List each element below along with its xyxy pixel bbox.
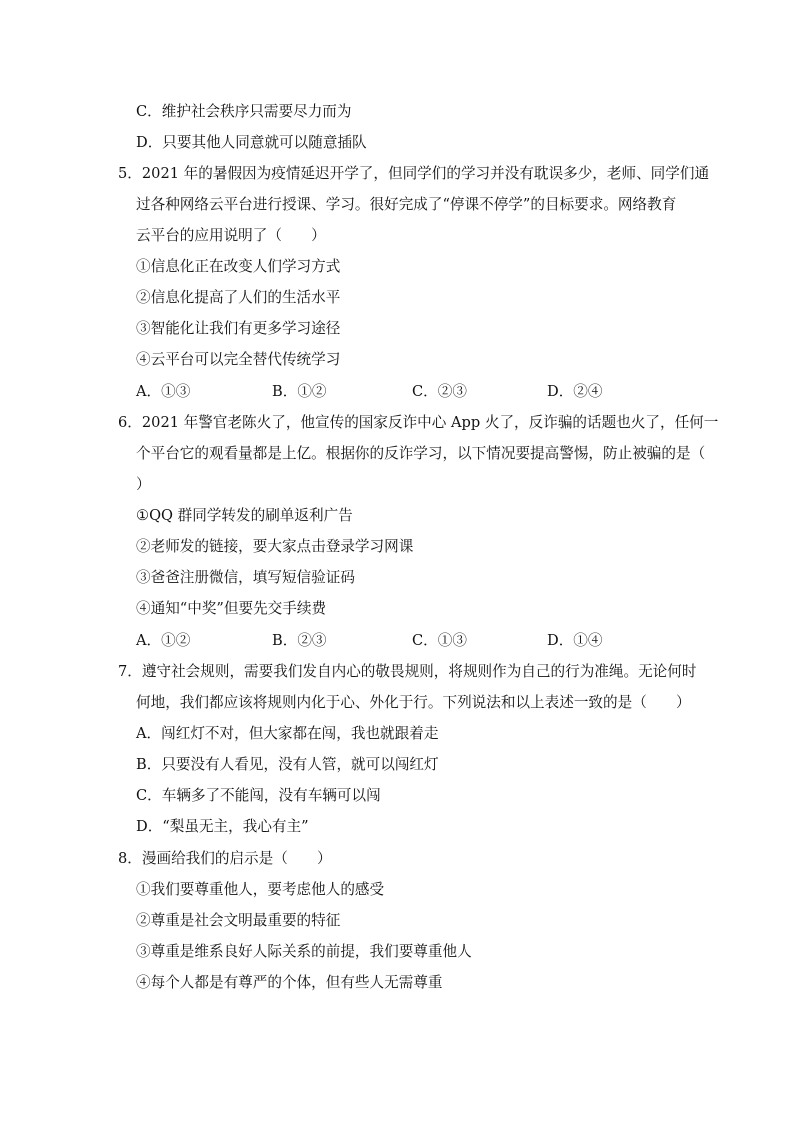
q5-option-d: D．②④ [547, 383, 603, 400]
q7-stem-line-2: 何地，我们都应该将规则内化于心、外化于行。下列说法和以上表述一致的是（ ） [136, 694, 691, 711]
q6-option-a: A．①② [136, 632, 191, 649]
q5-stem-line-1: 5．2021 年的暑假因为疫情延迟开学了，但同学们的学习并没有耽误多少，老师、同学们通 [118, 165, 710, 182]
q8-item-3: ③尊重是维系良好人际关系的前提，我们要尊重他人 [136, 943, 472, 960]
q4-choice-d: D．只要其他人同意就可以随意插队 [136, 134, 367, 151]
q5-option-b: B．①② [272, 383, 327, 400]
q6-option-d: D．①④ [547, 632, 603, 649]
q5-option-c: C．②③ [412, 383, 467, 400]
q5-item-2: ②信息化提高了人们的生活水平 [136, 289, 341, 306]
q8-item-4: ④每个人都是有尊严的个体，但有些人无需尊重 [136, 974, 443, 991]
q5-stem-line-2: 过各种网络云平台进行授课、学习。很好完成了“停课不停学”的目标要求。网络教育 [136, 196, 677, 213]
q6-option-c: C．①③ [412, 632, 467, 649]
q7-stem-line-1: 7．遵守社会规则，需要我们发自内心的敬畏规则，将规则作为自己的行为准绳。无论何时 [118, 663, 697, 680]
q5-option-a: A．①③ [136, 383, 191, 400]
q8-item-1: ①我们要尊重他人，要考虑他人的感受 [136, 881, 385, 898]
q6-item-1: ①QQ 群同学转发的刷单返利广告 [136, 507, 353, 524]
q6-option-b: B．②③ [272, 632, 327, 649]
q5-item-3: ③智能化让我们有更多学习途径 [136, 320, 341, 337]
q7-choice-b: B．只要没有人看见，没有人管，就可以闯红灯 [136, 756, 439, 773]
q8-item-2: ②尊重是社会文明最重要的特征 [136, 912, 341, 929]
q7-choice-a: A．闯红灯不对，但大家都在闯，我也就跟着走 [136, 725, 439, 742]
q7-choice-c: C．车辆多了不能闯，没有车辆可以闯 [136, 787, 381, 804]
q6-item-3: ③爸爸注册微信，填写短信验证码 [136, 569, 355, 586]
q5-stem-line-3: 云平台的应用说明了（ ） [136, 227, 326, 244]
q6-stem-line-3: ） [136, 476, 151, 493]
q8-stem-line-1: 8．漫画给我们的启示是（ ） [118, 850, 332, 867]
q6-item-4: ④通知“中奖”但要先交手续费 [136, 600, 327, 617]
q7-choice-d: D．“梨虽无主，我心有主” [136, 818, 309, 835]
q6-stem-line-1: 6．2021 年警官老陈火了，他宣传的国家反诈中心 App 火了，反诈骗的话题也火了，任何一 [118, 414, 719, 431]
q4-choice-c: C．维护社会秩序只需要尽力而为 [136, 103, 352, 120]
q5-item-4: ④云平台可以完全替代传统学习 [136, 351, 341, 368]
q5-item-1: ①信息化正在改变人们学习方式 [136, 258, 341, 275]
q6-stem-line-2: 个平台它的观看量都是上亿。根据你的反诈学习，以下情况要提高警惕，防止被骗的是（ [136, 445, 706, 462]
q6-item-2: ②老师发的链接，要大家点击登录学习网课 [136, 538, 414, 555]
